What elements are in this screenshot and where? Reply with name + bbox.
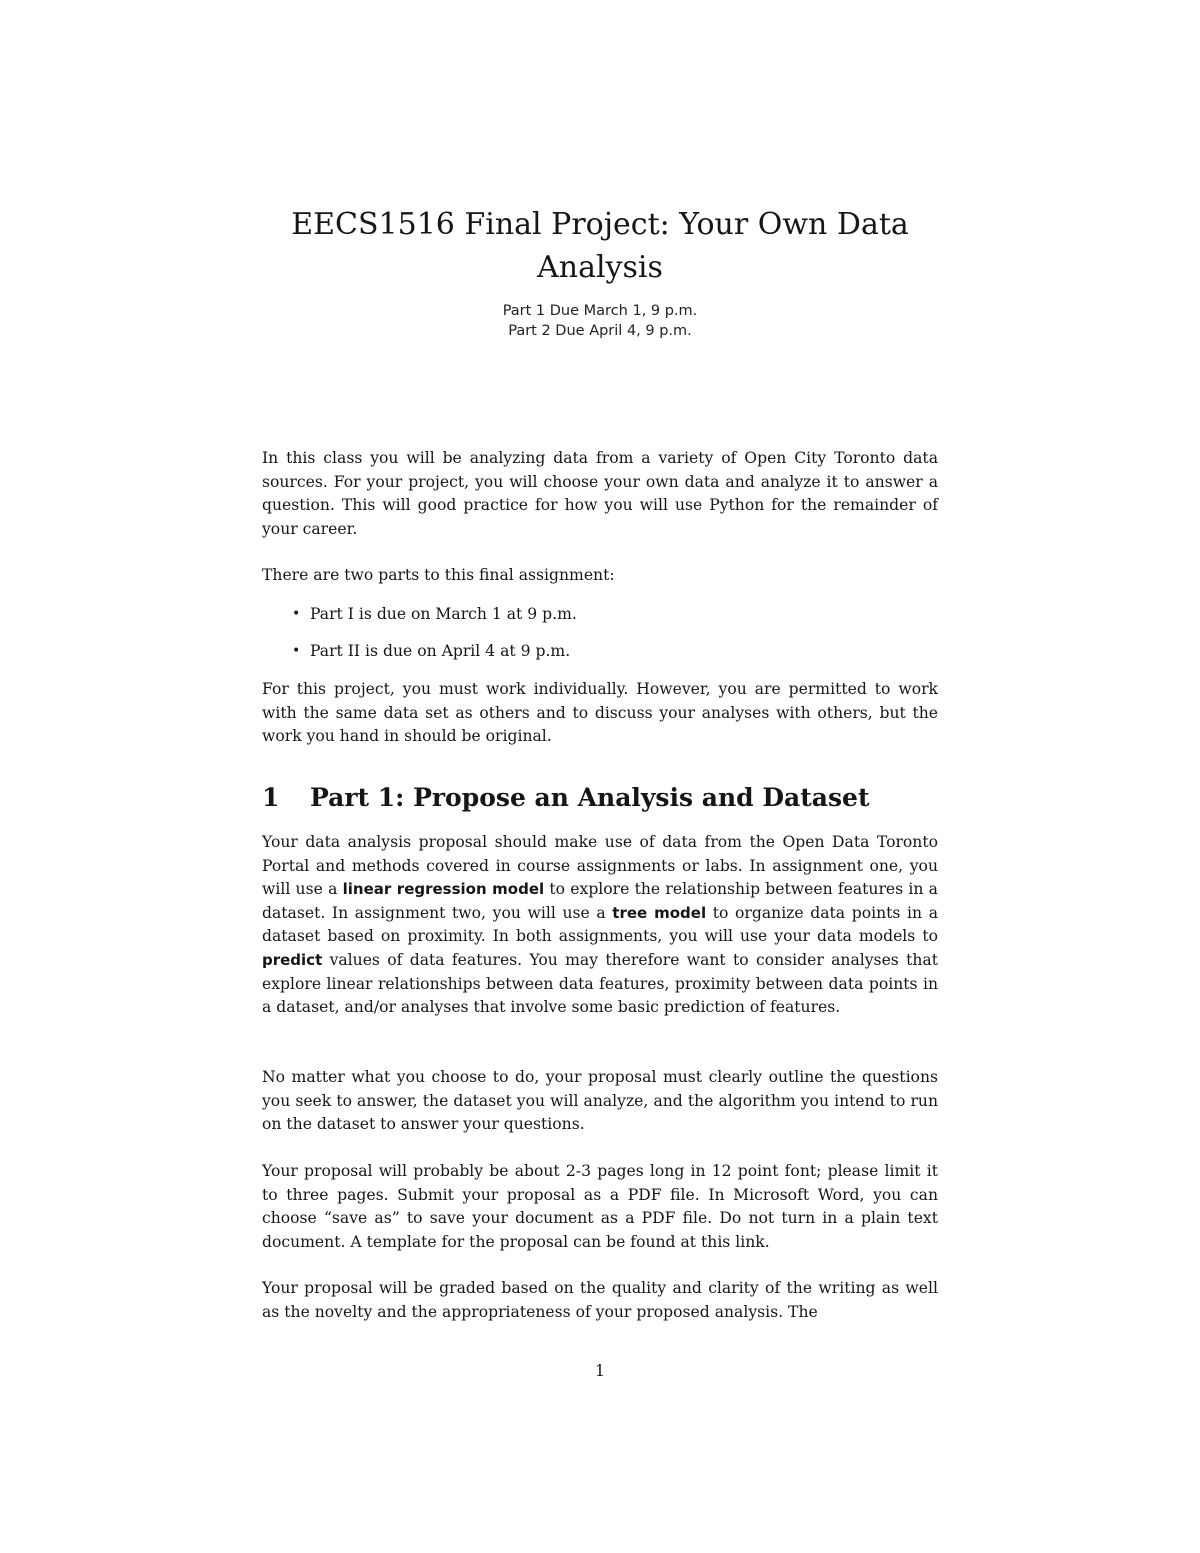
section-title: Part 1: Propose an Analysis and Dataset xyxy=(310,783,870,812)
list-item xyxy=(292,639,932,676)
individual-work-paragraph: For this project, you must work individually. However, you are permitted to work with the same data set as others and to discuss your analyses with others, but the work you hand in should be original. xyxy=(262,680,938,746)
proposal-text-2: to explore the relationship between features in a dataset. In assignment two, you will use a xyxy=(262,880,938,922)
keyword-tree-model: tree model xyxy=(612,903,707,922)
due-bullet-list xyxy=(292,602,932,676)
title-block xyxy=(262,203,938,341)
keyword-predict: predict xyxy=(262,950,323,969)
bullet-text: Part I is due on March 1 at 9 p.m. xyxy=(310,605,577,623)
grading-paragraph: Your proposal will be graded based on the quality and clarity of the writing as well as the novelty and the appropriateness of your proposed analysis. The xyxy=(262,1279,938,1321)
parts-intro-paragraph: There are two parts to this final assignment: xyxy=(262,566,615,584)
document-title: EECS1516 Final Project: Your Own Data Analysis xyxy=(291,207,909,285)
intro-paragraph: In this class you will be analyzing data from a variety of Open City Toronto data sources. For your project, you will choose your own data and analyze it to answer a question. This will good practice for how you will use Python for the remainder of your career. xyxy=(262,449,938,538)
keyword-linear-regression: linear regression model xyxy=(342,880,545,899)
proposal-text-4: values of data features. You may therefore want to consider analyses that explore linear relationships between data features, proximity between data points in a dataset, and/or analyses that involve some basic prediction of features. xyxy=(262,950,938,1017)
questions-paragraph: No matter what you choose to do, your proposal must clearly outline the questions you seek to answer, the dataset you will analyze, and the algorithm you intend to run on the dataset to answer your questions. xyxy=(262,1068,938,1134)
list-item xyxy=(292,602,932,639)
due-date-part1: Part 1 Due March 1, 9 p.m. xyxy=(502,303,698,319)
due-date-part2: Part 2 Due April 4, 9 p.m. xyxy=(508,323,692,339)
page-number: 1 xyxy=(595,1362,605,1380)
proposal-text-3: to organize data points in a dataset based on proximity. In both assignments, you will use your data models to xyxy=(262,903,939,946)
proposal-text-1: Your data analysis proposal should make use of data from the Open Data Toronto Portal and methods covered in course assignments or labs. In assignment one, you will use a xyxy=(262,833,938,899)
format-paragraph: Your proposal will probably be about 2-3 pages long in 12 point font; please limit it to three pages. Submit your proposal as a PDF file. In Microsoft Word, you can choose “save as” to save your document as a PDF file. Do not turn in a plain text document. A template for the proposal can be found at this link. xyxy=(262,1162,938,1251)
section-heading xyxy=(262,780,938,816)
section-number: 1 xyxy=(262,783,280,812)
bullet-text: Part II is due on April 4 at 9 p.m. xyxy=(310,642,571,660)
bullet-icon: • xyxy=(292,606,301,622)
bullet-icon: • xyxy=(292,643,301,659)
proposal-paragraph xyxy=(262,831,938,1020)
